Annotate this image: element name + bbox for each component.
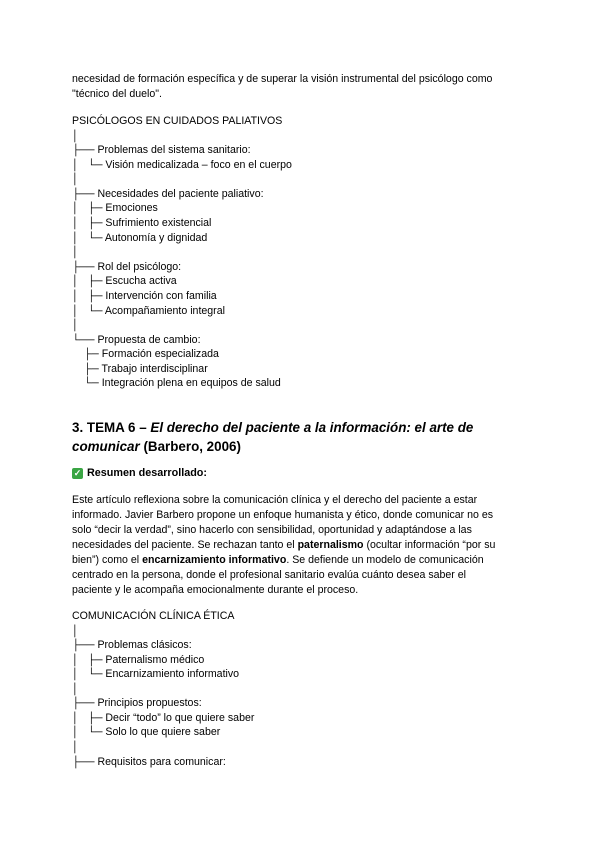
section-heading-line-2: comunicar (Barbero, 2006) [72, 439, 241, 454]
paragraph-line: necesidades del paciente. Se rechazan tanto el paternalismo (ocultar información “por su [72, 539, 496, 551]
tree-2-line: ├── Principios propuestos: [72, 697, 202, 709]
tree-1-line: ├─ Formación especializada [72, 348, 219, 360]
tree-2-line: ├── Problemas clásicos: [72, 639, 192, 651]
tree-2-title: COMUNICACIÓN CLÍNICA ÉTICA [72, 610, 235, 622]
paragraph-line: Este artículo reflexiona sobre la comunicación clínica y el derecho del paciente a estar [72, 494, 478, 506]
tree-2-line: ├── Requisitos para comunicar: [72, 756, 226, 768]
summary-heading: ✓ Resumen desarrollado: [73, 467, 207, 479]
tree-1-line: │ ├─ Sufrimiento existencial [72, 217, 212, 229]
intro-line-2: "técnico del duelo". [72, 88, 162, 100]
tree-1-line: │ [72, 319, 79, 331]
tree-1-line: ├── Necesidades del paciente paliativo: [72, 188, 264, 200]
tree-2-line: │ [72, 625, 79, 637]
intro-line-1: necesidad de formación específica y de superar la visión instrumental del psicólogo como [72, 73, 493, 85]
tree-1-line: │ ├─ Emociones [72, 202, 158, 214]
tree-1-line: │ └─ Visión medicalizada – foco en el cuerpo [72, 159, 292, 171]
tree-1-line: ├─ Trabajo interdisciplinar [72, 363, 208, 375]
tree-2-line: │ [72, 741, 79, 753]
tree-1-title: PSICÓLOGOS EN CUIDADOS PALIATIVOS [72, 115, 283, 127]
tree-2-line: │ ├─ Decir “todo” lo que quiere saber [72, 712, 255, 724]
tree-2-line: │ └─ Encarnizamiento informativo [72, 668, 240, 680]
tree-1-line: └── Propuesta de cambio: [72, 334, 201, 346]
tree-1-line: ├── Problemas del sistema sanitario: [72, 144, 251, 156]
tree-2-line: │ [72, 683, 79, 695]
paragraph-line: centrado en la persona, donde el profesional sanitario evalúa cuánto desea saber el [72, 569, 467, 581]
tree-1-line: │ └─ Autonomía y dignidad [72, 232, 208, 244]
tree-1-line: ├── Rol del psicólogo: [72, 261, 182, 273]
tree-1-line: └─ Integración plena en equipos de salud [72, 377, 281, 389]
section-heading-line-1: 3. TEMA 6 – El derecho del paciente a la información: el arte de [72, 420, 474, 435]
paragraph-line: solo “decir la verdad”, sino hacerlo con sensibilidad, oportunidad y adaptándose a las [72, 524, 472, 536]
tree-1-line: │ [72, 173, 79, 185]
paragraph-line: bien”) como el encarnizamiento informativo. Se defiende un modelo de comunicación [72, 554, 484, 566]
tree-1-line: │ [72, 130, 79, 142]
tree-2-line: │ ├─ Paternalismo médico [72, 654, 205, 666]
tree-2-line: │ └─ Solo lo que quiere saber [72, 726, 221, 738]
tree-1-line: │ ├─ Escucha activa [72, 275, 177, 287]
paragraph-line: informado. Javier Barbero propone un enfoque humanista y ético, donde comunicar no es [72, 509, 494, 521]
tree-1-line: │ └─ Acompañamiento integral [72, 305, 225, 317]
checkmark-icon: ✓ [73, 467, 82, 478]
paragraph-line: paciente y le acompaña emocionalmente durante el proceso. [72, 584, 359, 596]
tree-1-line: │ [72, 246, 79, 258]
tree-1-line: │ ├─ Intervención con familia [72, 290, 217, 302]
